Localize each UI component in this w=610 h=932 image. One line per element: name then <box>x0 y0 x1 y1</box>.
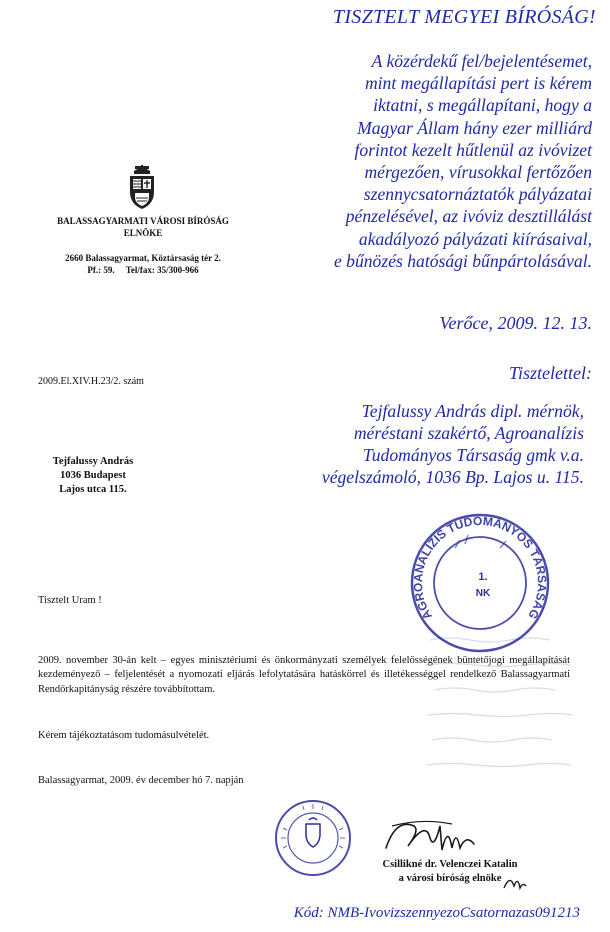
court-name-line1: BALASSAGYARMATI VÁROSI BÍRÓSÁG <box>57 216 229 226</box>
stamp-initials: NK <box>475 588 491 599</box>
svg-text:AGROANALÍZIS TUDOMÁNYOS TÁRSAS <box>405 508 555 658</box>
recipient-address <box>38 455 148 497</box>
petition-line: Magyar Állam hány ezer milliárd <box>357 117 592 138</box>
petition-line: A közérdekű fel/bejelentésemet, <box>371 51 592 71</box>
agroanalizis-stamp <box>405 508 555 658</box>
signature-line: Tejfalussy András dipl. mérnök, <box>361 401 584 421</box>
letter-date: Balassagyarmat, 2009. év december hó 7. napján <box>38 775 244 786</box>
petition-place-date: Verőce, 2009. 12. 13. <box>439 313 592 333</box>
petition-line: pénzelésével, az ivóviz desztillálást <box>345 206 592 227</box>
petition-line: mint megállapítási pert is kérem <box>364 73 592 94</box>
signature-line: méréstani szakértő, Agroanalízis <box>353 423 584 443</box>
court-address-line1: 2660 Balassagyarmat, Köztársaság tér 2. <box>65 253 221 263</box>
recipient-city: 1036 Budapest <box>60 470 126 481</box>
stamp-arc-text: AGROANALÍZIS TUDOMÁNYOS TÁRSASÁG <box>410 513 550 623</box>
signature-line: végelszámoló, 1036 Bp. Lajos u. 115. <box>321 467 584 487</box>
petition-signature-block <box>240 400 584 488</box>
petition-line: akadályozó pályázati kiírásaival, <box>358 228 592 249</box>
case-number: 2009.El.XIV.H.23/2. szám <box>38 376 144 387</box>
recipient-name: Tejfalussy András <box>52 456 134 467</box>
court-name-line2: ELNÖKE <box>123 228 163 238</box>
petition-closing: Tisztelettel: <box>509 363 592 383</box>
signer-name: Csillikné dr. Velenczei Katalin <box>382 859 518 870</box>
handwritten-initial <box>500 868 530 898</box>
stamp-number: 1. <box>478 571 488 583</box>
court-address-line2: Pf.: 59. Tel/fax: 35/300-966 <box>87 265 199 275</box>
petition-line: mérgezően, vírusokkal fertőzően <box>364 162 592 183</box>
court-name <box>38 215 248 239</box>
petition-line: szennycsatornáztatók pályázatai <box>363 184 592 205</box>
court-address <box>38 252 248 276</box>
letter-salutation: Tisztelt Uram ! <box>38 595 102 606</box>
petition-heading: TISZTELT MEGYEI BÍRÓSÁG! <box>332 6 596 28</box>
court-stamp <box>273 798 353 878</box>
letter-body: 2009. november 30-án kelt – egyes minisztériumi és önkormányzati személyek felelősségének büntetőjogi megállapítását kezdeményező – feljelentését a nyomozati eljárás lefolytatására hatáskörrel és illetékességgel rendelkező Balassagyarmati Rendőrkapitányság részére továbbítottam. <box>38 655 570 695</box>
signature-line: Tudományos Társaság gmk v.a. <box>362 445 584 465</box>
petition-text <box>222 50 592 272</box>
petition-line: forintot kezelt hűtlenül az ivóvizet <box>354 139 592 160</box>
recipient-street: Lajos utca 115. <box>59 484 127 495</box>
coat-of-arms-icon <box>126 165 158 210</box>
petition-line: e bűnözés hatósági bűnpártolásával. <box>333 250 592 271</box>
document-code: Kód: NMB-IvovizszennyezoCsatornazas091213 <box>293 905 580 921</box>
letter-request: Kérem tájékoztatásom tudomásulvételét. <box>38 730 210 741</box>
signer-title: a városi bíróság elnöke <box>398 873 502 884</box>
petition-line: iktatni, s megállapítani, hogy a <box>373 95 592 116</box>
